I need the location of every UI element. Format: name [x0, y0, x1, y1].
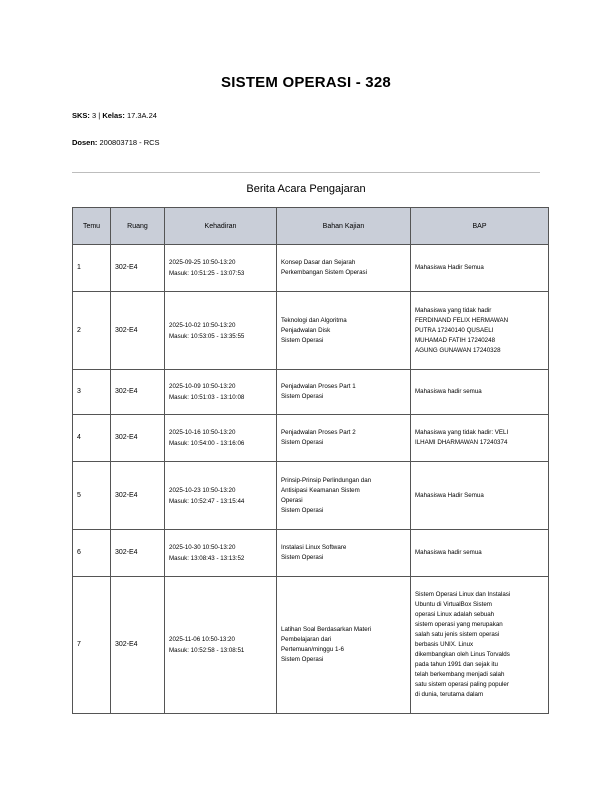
cell-ruang: 302-E4 [111, 245, 165, 292]
cell-bap [411, 415, 549, 462]
col-header-temu: Temu [73, 208, 111, 245]
bahan-line: Antisipasi Keamanan Sistem [281, 486, 360, 494]
table-row [73, 292, 549, 370]
kehadiran-line: 2025-10-30 10:50-13:20 [169, 544, 236, 551]
cell-kehadiran [165, 292, 277, 370]
bahan-line: Pembelajaran dari [281, 636, 332, 643]
bap-line: dikembangkan oleh Linus Torvalds [415, 651, 510, 658]
kehadiran-line: Masuk: 10:52:47 - 13:15:44 [169, 497, 245, 505]
cell-kehadiran [165, 370, 277, 415]
bahan-line: Konsep Dasar dan Sejarah [281, 259, 356, 266]
dosen-value: 200803718 - RCS [99, 138, 160, 147]
cell-temu: 2 [73, 292, 111, 370]
cell-kehadiran [165, 530, 277, 577]
cell-bap [411, 462, 549, 530]
cell-ruang: 302-E4 [111, 462, 165, 530]
kehadiran-line: 2025-10-02 10:50-13:20 [169, 321, 236, 329]
kehadiran-line: 2025-11-06 10:50-13:20 [169, 636, 235, 643]
cell-ruang: 302-E4 [111, 292, 165, 370]
cell-bap [411, 245, 549, 292]
cell-bap [411, 530, 549, 577]
kehadiran-line: Masuk: 10:52:58 - 13:08:51 [169, 647, 245, 654]
bap-line: Mahasiswa Hadir Semua [415, 491, 484, 499]
table-row [73, 415, 549, 462]
bahan-line: Prinsip-Prinsip Perlindungan dan [281, 476, 372, 484]
cell-bap [411, 370, 549, 415]
cell-temu: 5 [73, 462, 111, 530]
cell-bap [411, 292, 549, 370]
bap-line: salah satu jenis sistem operasi [415, 631, 500, 638]
table-row [73, 370, 549, 415]
cell-kehadiran [165, 577, 277, 714]
bahan-line: Sistem Operasi [281, 656, 324, 663]
bap-line: di dunia, terutama dalam [415, 691, 484, 698]
kehadiran-line: 2025-09-25 10:50-13:20 [169, 259, 236, 266]
bap-line: satu sistem operasi paling populer [415, 681, 509, 688]
bahan-line: Sistem Operasi [281, 506, 324, 514]
sks-label: SKS: [72, 111, 90, 120]
col-header-kehadiran: Kehadiran [165, 208, 277, 245]
cell-bap [411, 577, 549, 714]
cell-temu: 6 [73, 530, 111, 577]
course-info [72, 111, 157, 120]
kelas-value: 17.3A.24 [126, 111, 157, 120]
table-header-row [73, 208, 549, 245]
bahan-line: Pertemuan/minggu 1-6 [281, 646, 344, 653]
cell-kehadiran [165, 245, 277, 292]
bahan-line: Perkembangan Sistem Operasi [281, 269, 367, 276]
bahan-line: Sistem Operasi [281, 393, 324, 400]
bap-line: berbasis UNIX. Linux [415, 641, 474, 648]
col-header-bahan-kajian: Bahan Kajian [277, 208, 411, 245]
kehadiran-line: Masuk: 10:53:05 - 13:35:55 [169, 332, 245, 340]
bap-line: telah berkembang menjadi salah [415, 671, 505, 678]
bahan-line: Sistem Operasi [281, 439, 324, 446]
dosen-label: Dosen: [72, 138, 98, 147]
cell-bahan-kajian [277, 577, 411, 714]
bap-line: sistem operasi yang merupakan [415, 621, 503, 628]
bap-table [72, 207, 549, 714]
bahan-line: Teknologi dan Algoritma [281, 316, 347, 324]
cell-temu: 1 [73, 245, 111, 292]
cell-kehadiran [165, 415, 277, 462]
cell-bahan-kajian [277, 530, 411, 577]
bahan-line: Sistem Operasi [281, 336, 324, 344]
cell-temu: 7 [73, 577, 111, 714]
bahan-line: Operasi [281, 496, 303, 504]
bap-line: operasi Linux adalah sebuah [415, 611, 495, 618]
bap-line: Mahasiswa Hadir Semua [415, 264, 484, 271]
cell-temu: 4 [73, 415, 111, 462]
separator: | [98, 111, 101, 120]
col-header-bap: BAP [411, 208, 549, 245]
cell-bahan-kajian [277, 415, 411, 462]
kehadiran-line: 2025-10-09 10:50-13:20 [169, 383, 236, 390]
bahan-line: Penjadwalan Proses Part 1 [281, 383, 356, 390]
kelas-label: Kelas: [102, 111, 125, 120]
kehadiran-line: 2025-10-16 10:50-13:20 [169, 429, 236, 436]
table-row [73, 245, 549, 292]
table-row [73, 577, 549, 714]
bap-line: ILHAMI DHARMAWAN 17240374 [415, 439, 508, 446]
bahan-line: Instalasi Linux Software [281, 544, 347, 551]
section-title: Berita Acara Pengajaran [246, 183, 366, 195]
kehadiran-line: Masuk: 10:54:00 - 13:16:06 [169, 440, 245, 447]
bap-line: Mahasiswa hadir semua [415, 388, 482, 395]
sks-value: 3 [92, 111, 97, 120]
page-title: SISTEM OPERASI - 328 [221, 74, 391, 91]
col-header-ruang: Ruang [111, 208, 165, 245]
table-row [73, 530, 549, 577]
cell-bahan-kajian [277, 370, 411, 415]
bap-line: pada tahun 1991 dan sejak itu [415, 661, 498, 668]
bap-line: MUHAMAD FATIH 17240248 [415, 336, 496, 344]
cell-bahan-kajian [277, 462, 411, 530]
kehadiran-line: Masuk: 10:51:25 - 13:07:53 [169, 270, 245, 277]
kehadiran-line: Masuk: 10:51:03 - 13:10:08 [169, 394, 245, 401]
bahan-line: Sistem Operasi [281, 554, 324, 561]
kehadiran-line: 2025-10-23 10:50-13:20 [169, 486, 236, 494]
bap-line: Mahasiswa yang tidak hadir: VELI [415, 429, 509, 436]
bap-line: FERDINAND FELIX HERMAWAN [415, 316, 509, 324]
bap-line: Sistem Operasi Linux dan Instalasi [415, 591, 511, 598]
bap-line: Ubuntu di VirtualBox Sistem [415, 601, 492, 608]
cell-ruang: 302-E4 [111, 577, 165, 714]
divider [72, 172, 540, 173]
bap-line: Mahasiswa yang tidak hadir [415, 306, 492, 314]
bap-line: PUTRA 17240140 QUSAELI [415, 326, 494, 334]
cell-ruang: 302-E4 [111, 530, 165, 577]
cell-bahan-kajian [277, 292, 411, 370]
kehadiran-line: Masuk: 13:08:43 - 13:13:52 [169, 555, 245, 562]
lecturer-info [72, 138, 160, 147]
bahan-line: Latihan Soal Berdasarkan Materi [281, 626, 372, 633]
cell-temu: 3 [73, 370, 111, 415]
cell-ruang: 302-E4 [111, 370, 165, 415]
table-row [73, 462, 549, 530]
bap-line: AGUNG GUNAWAN 17240328 [415, 346, 501, 354]
bahan-line: Penjadwalan Proses Part 2 [281, 429, 356, 436]
cell-bahan-kajian [277, 245, 411, 292]
bahan-line: Penjadwalan Disk [281, 326, 331, 334]
bap-line: Mahasiswa hadir semua [415, 549, 482, 556]
cell-kehadiran [165, 462, 277, 530]
cell-ruang: 302-E4 [111, 415, 165, 462]
